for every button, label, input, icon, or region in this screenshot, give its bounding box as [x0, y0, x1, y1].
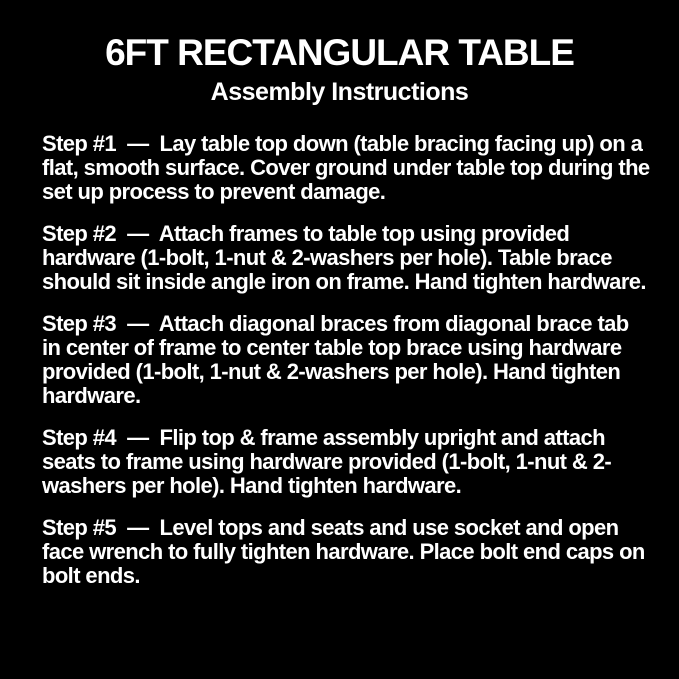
page-subtitle: Assembly Instructions: [210, 78, 469, 106]
step-4-paragraph: Step #4 — Flip top & frame assembly upright and attach seats to frame using hardware provided (1-bolt, 1-nut & 2-washers per hole). Hand tighten hardware.: [42, 425, 612, 498]
step-3-paragraph: Step #3 — Attach diagonal braces from diagonal brace tab in center of frame to center table top brace using hardware provided (1-bolt, 1-nut & 2-washers per hole). Hand tighten hardware.: [42, 311, 635, 408]
poster-header: [0, 0, 679, 106]
step-5-paragraph: Step #5 — Level tops and seats and use socket and open face wrench to fully tighten hardware. Place bolt end caps on bolt ends.: [42, 515, 651, 588]
page-title: 6FT RECTANGULAR TABLE: [105, 32, 574, 73]
steps-list: [0, 106, 679, 588]
step-2-paragraph: Step #2 — Attach frames to table top using provided hardware (1-bolt, 1-nut & 2-washers per hole). Table brace should sit inside angle iron on frame. Hand tighten hardware.: [42, 221, 646, 294]
step-1-paragraph: Step #1 — Lay table top down (table bracing facing up) on a flat, smooth surface. Cover ground under table top during the set up process to prevent damage.: [42, 131, 656, 204]
